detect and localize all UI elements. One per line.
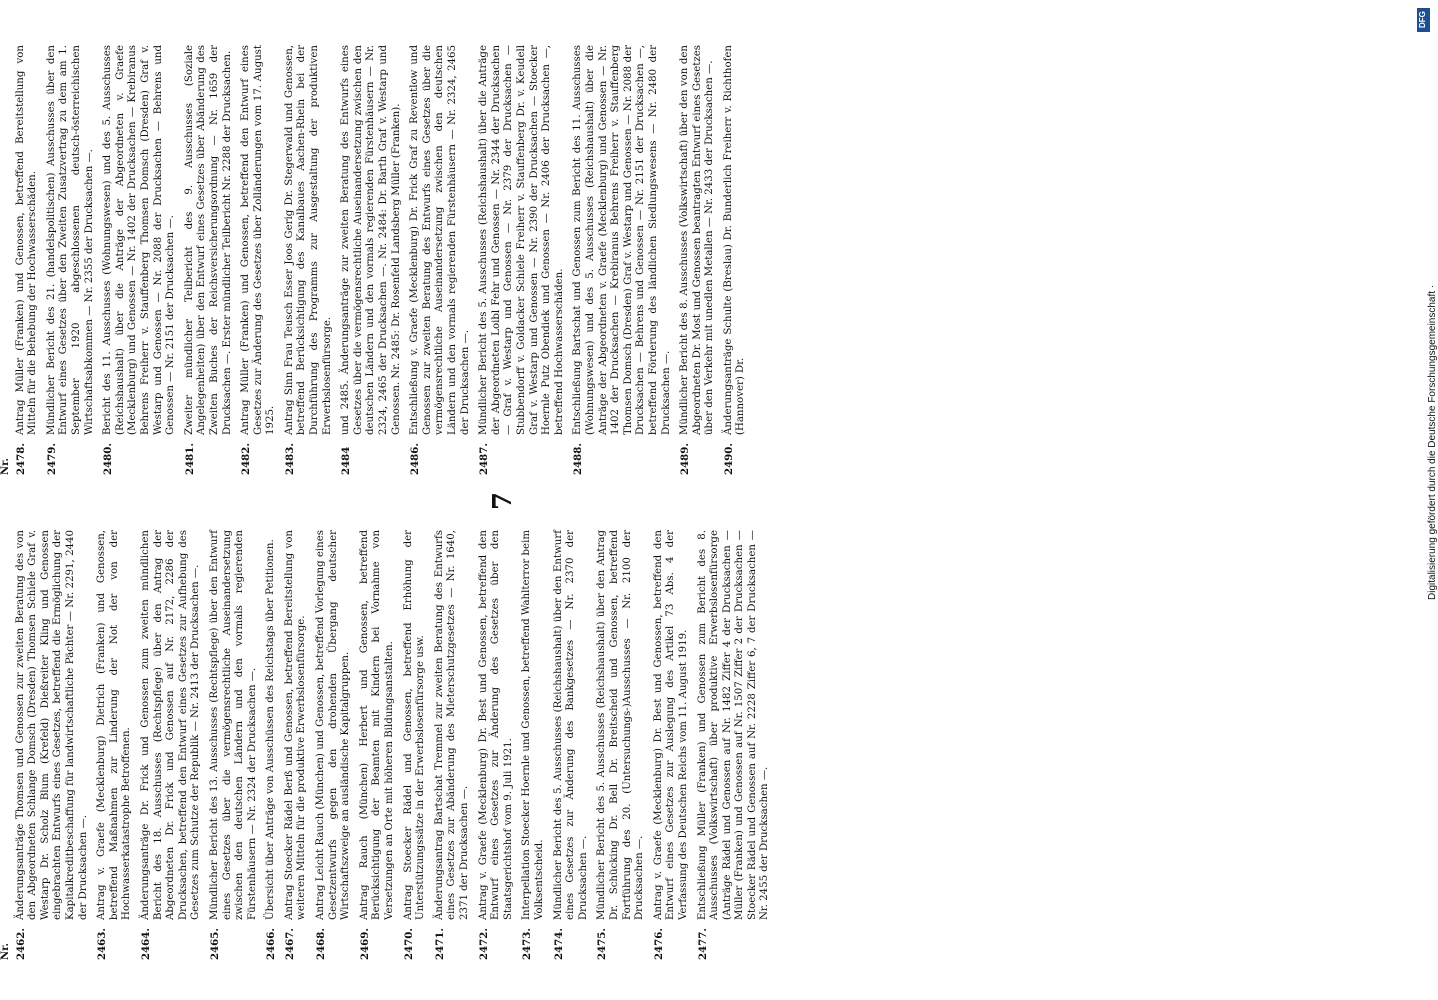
document-entry [697, 530, 773, 960]
entry-text: Interpellation Stoecker Hoernle und Genossen, betreffend Wahlterror beim Volksentscheid. [521, 530, 545, 920]
document-entry [284, 530, 309, 960]
entry-number: 2471. [433, 928, 446, 960]
page-number: 7 [488, 491, 518, 510]
left-column [0, 530, 778, 960]
entry-text: Bericht des 11. Ausschusses (Wohnungswesen) und des 5. Ausschusses (Reichshaushalt) über die Anträge der Abgeordneten v. Graefe (Mecklenburg) und Genossen — Nr. 1402 der Drucksachen — Krebiranus Behrens Freiherr v. Stauffenberg Thomsen Domsch (Dresden) Graf v. Westarp und Genossen — Nr. 2088 der Drucksachen — Behrens und Genossen — Nr. 2151 der Drucksachen —. [102, 45, 177, 435]
document-entry [315, 530, 353, 960]
entry-number: 2468. [315, 928, 328, 960]
document-entry [359, 530, 397, 960]
entry-text: Mündlicher Bericht des 8. Ausschusses (Volkswirtschaft) über den von den Abgeordneten Dr. Most und Genossen beantragten Entwurf eines Gesetzes über den Verkehr mit unedlen Metallen — Nr. 2433 der Drucksachen —. [679, 45, 716, 435]
document-entry [184, 45, 234, 475]
right-column [0, 45, 754, 475]
entry-text: Änderungsanträge Schulte (Breslau) Dr. Bunderlich Freiherr v. Richthofen (Hannover) Dr. [722, 45, 747, 435]
entry-number: 2463. [96, 928, 109, 960]
document-entry [265, 530, 278, 960]
document-entry [478, 530, 516, 960]
entry-text: Mündlicher Bericht des 5. Ausschusses (Reichshaushalt) über den Antrag Dr. Schücking Dr. Bell Dr. Breitscheid und Genossen, betreffend Fortführung des 20. (Untersuchungs-)Ausschusses — Nr. 2100 der Drucksachen —. [596, 530, 646, 920]
entry-number: 2469. [358, 928, 371, 960]
entry-text: und 2485. Änderungsanträge zur zweiten Beratung des Entwurfs eines Gesetzes über die vermögensrechtliche Auseinandersetzung zwischen den deutschen Ländern und den vormals regierenden Fürstenhäusern — Nr. 2324, 2465 der Drucksachen —. Nr. 2484: Dr. Barth Graf v. Westarp und Genossen. Nr. 2485: Dr. Rosenfeld Landsberg Müller (Franken). [340, 45, 402, 435]
entry-number: 2478. [14, 443, 27, 475]
entry-number: 2476. [652, 928, 665, 960]
entry-text: Antrag Stoecker Rädel Berß und Genossen, betreffend Bereitstellung von weiteren Mitteln für die produktive Erwerbslosenfürsorge. [283, 530, 308, 920]
entry-text: Übersicht über Anträge von Ausschüssen des Reichstags über Petitionen. [265, 539, 277, 920]
entry-number: 2480. [102, 443, 115, 475]
document-entry [572, 45, 673, 475]
document-entry [102, 45, 178, 475]
entry-text: Antrag Stoecker Rädel und Genossen, betreffend Erhöhung der Unterstützungssätze in der Erwerbslosenfürsorge usw. [402, 530, 427, 920]
entry-text: Mündlicher Bericht des 5. Ausschusses (Reichshaushalt) über die Anträge der Abgeordneten Loibl Fehr und Genossen — Nr. 2344 der Drucksachen — Graf v. Westarp und Genossen — Nr. 2379 der Drucksachen — Stubbendorff v. Goldacker Schiele Freiherr v. Stauffenberg Dr. v. Keudell Graf v. Westarp und Genossen — Nr. 2390 der Drucksachen — Stoecker Hoernle Putz Obendiek und Genossen — Nr. 2406 der Drucksachen —, betreffend Hochwasserschäden. [478, 45, 565, 435]
document-entry [96, 530, 134, 960]
document-entry [284, 45, 334, 475]
document-entry [478, 45, 566, 475]
document-entry [553, 530, 591, 960]
entry-text: Mündlicher Bericht des 21. (handelspolitischen) Ausschusses über den Entwurf eines Gesetzes über den Zweiten Zusatzvertrag zu dem am 1. September 1920 abgeschlossenen deutsch-österreichischen Wirtschaftsabkommen — Nr. 2355 der Drucksachen —. [45, 45, 95, 435]
number-header: Nr. [0, 943, 11, 960]
entry-text: Antrag Sinn Frau Teusch Esser Joos Gerig Dr. Stegerwald und Genossen, betreffend Berücksichtigung des Kanalbaues Aachen-Rhein bei der Durchführung des Programms zur Ausgestaltung der produktiven Erwerbslosenfürsorge. [283, 45, 333, 435]
entry-text: Mündlicher Bericht des 5. Ausschusses (Reichshaushalt) über den Entwurf eines Gesetzes zur Änderung des Bankgesetzes — Nr. 2370 der Drucksachen —. [552, 530, 589, 920]
document-entry [15, 45, 40, 475]
document-entry [596, 530, 646, 960]
entry-number: 2466. [265, 928, 278, 960]
document-entry [240, 45, 278, 475]
entry-text: Entschließung Müller (Franken) und Genossen zum Bericht des 8. Ausschusses (Volkswirtschaft) über produktive Erwerbslosenfürsorge (Anträge Rädel und Genossen auf Nr. 1482 Ziffer 4 der Drucksachen — Müller (Franken) und Genossen auf Nr. 1507 Ziffer 2 der Drucksachen — Stoecker Rädel und Genossen auf Nr. 2228 Ziffer 6, 7 der Drucksachen — Nr. 2455 der Drucksachen —. [696, 530, 771, 920]
entry-text: Mündlicher Bericht des 13. Ausschusses (Rechtspflege) über den Entwurf eines Gesetzes über die vermögensrechtliche Auseinandersetzung zwischen den deutschen Ländern und den vormals regierenden Fürstenhäusern — Nr. 2324 der Drucksachen —. [208, 530, 258, 920]
entry-text: Antrag Müller (Franken) und Genossen, betreffend den Entwurf eines Gesetzes zur Änderung des Gesetzes über Zolländerungen vom 17. August 1925. [240, 45, 277, 435]
entry-number: 2489. [679, 443, 692, 475]
document-entry [521, 530, 546, 960]
entry-number: 2470. [402, 928, 415, 960]
document-entry [340, 45, 403, 475]
entry-text: Änderungsanträge Dr. Frick und Genossen zum zweiten mündlichen Bericht des 18. Ausschusses (Rechtspflege) über den Antrag der Abgeordneten Dr. Frick und Genossen auf Nr. 2172, 2286 der Drucksachen, betreffend den Entwurf eines Gesetzes zur Aufhebung des Gesetzes zum Schutze der Republik — Nr. 2413 der Drucksachen —. [139, 530, 202, 920]
entry-number: 2474. [552, 928, 565, 960]
document-entry [403, 530, 428, 960]
entry-number: 2487. [478, 443, 491, 475]
entry-text: Änderungsanträge Thomsen und Genossen zur zweiten Beratung des von den Abgeordneten Schlange Domsch (Dresden) Thomsen Schiele Graf v. Westarp Dr. Scholz Blum (Krefeld) Dießreiter Kling und Genossen eingebrachten Entwurfs eines Gesetzes, betreffend die Ermöglichung der Kapitalkreditbeschaffung für landwirtschaftliche Pächter — Nr. 2291, 2440 der Drucksachen —. [14, 530, 89, 920]
entry-text: Entschließung v. Graefe (Mecklenburg) Dr. Frick Graf zu Reventlow und Genossen zur zweiten Beratung des Entwurfs eines Gesetzes über die vermögensrechtliche Auseinandersetzung zwischen den deutschen Ländern und den vormals regierenden Fürstenhäusern — Nr. 2324, 2465 der Drucksachen —. [409, 45, 471, 435]
entry-number: 2482. [240, 443, 253, 475]
entry-number: 2486. [409, 443, 422, 475]
dfg-logo [1417, 8, 1430, 32]
entry-text: Antrag Rauch (München) Herbert und Genossen, betreffend Berücksichtigung der Beamten mit Kindern bei Vornahme von Versetzungen an Orte mit höheren Bildungsanstalten. [358, 530, 396, 920]
entry-text: Antrag v. Graefe (Mecklenburg) Dr. Best und Genossen, betreffend den Entwurf eines Gesetzes zur Auslegung des Artikel 73 Abs. 4 der Verfassung des Deutschen Reichs vom 11. August 1919. [652, 530, 689, 920]
document-entry [653, 530, 691, 960]
digitization-credit [1416, 40, 1438, 600]
document-entry [679, 45, 717, 475]
entry-text: Antrag v. Graefe (Mecklenburg) Dr. Best und Genossen, betreffend den Entwurf eines Gesetzes zur Änderung des Gesetzes über den Staatsgerichtshof vom 9. Juli 1921. [477, 530, 514, 920]
document-entry [209, 530, 259, 960]
entry-number: 2488. [572, 443, 585, 475]
entry-number: 2462. [14, 928, 27, 960]
entry-text: Antrag Leicht Rauch (München) und Genossen, betreffend Vorlegung eines Gesetzentwurfs gegen den drohenden Übergang deutscher Wirtschaftszweige an ausländische Kapitalgruppen. [315, 530, 352, 920]
entry-text: Antrag v. Graefe (Mecklenburg) Dietrich (Franken) und Genossen, betreffend Maßnahmen zur Linderung der Not der von der Hochwasserkatastrophe Betroffenen. [96, 530, 133, 920]
entry-text: Entschließung Bartschat und Genossen zum Bericht des 11. Ausschusses (Wohnungswesen) und des 5. Ausschusses (Reichshaushalt) über die Anträge der Abgeordneten v. Graefe (Mecklenburg) und Genossen — Nr. 1402 der Drucksachen — Krebiranus Behrens Freiherr v. Stauffenberg Thomsen Domsch (Dresden) Graf v. Westarp und Genossen — Nr. 2088 der Drucksachen — Behrens und Genossen — Nr. 2151 der Drucksachen —, betreffend Förderung des ländlichen Siedlungswesens — Nr. 2480 der Drucksachen —. [572, 45, 672, 435]
entry-text: Änderungsantrag Bartschat Tremmel zur zweiten Beratung des Entwurfs eines Gesetzes zur Abänderung des Mieterschutzgesetzes — Nr. 1640, 2371 der Drucksachen —. [433, 530, 470, 920]
entry-number: 2472. [477, 928, 490, 960]
entry-number: 2490. [722, 443, 735, 475]
entry-number: 2467. [283, 928, 296, 960]
entry-number: 2477. [696, 928, 709, 960]
document-entry [434, 530, 472, 960]
document-entry [723, 45, 748, 475]
document-entry [46, 45, 96, 475]
dfg-logo-text: DFG [1418, 11, 1427, 28]
entry-number: 2479. [45, 443, 58, 475]
entry-number: 2473. [521, 928, 534, 960]
digitization-credit-text: Digitalisierung gefördert durch die Deutsche Forschungsgemeinschaft · [1427, 284, 1438, 600]
entry-number: 2465. [208, 928, 221, 960]
entry-number: 2483. [283, 443, 296, 475]
document-entry [15, 530, 91, 960]
entry-number: 2481. [183, 443, 196, 475]
document-entry [409, 45, 472, 475]
entry-number: 2475. [596, 928, 609, 960]
number-header: Nr. [0, 458, 11, 475]
entry-text: Antrag Müller (Franken) und Genossen, betreffend Bereitstellung von Mitteln für die Behebung der Hochwasserschäden. [14, 45, 39, 435]
entry-number: 2484 [340, 446, 353, 475]
entry-number: 2464. [139, 928, 152, 960]
document-entry [140, 530, 203, 960]
entry-text: Zweiter mündlicher Teilbericht des 9. Ausschusses (Soziale Angelegenheiten) über den Entwurf eines Gesetzes über Abänderung des Zweiten Buches der Reichsversicherungsordnung — Nr. 1659 der Drucksachen —. Erster mündlicher Teilbericht Nr. 2288 der Drucksachen. [183, 45, 233, 435]
